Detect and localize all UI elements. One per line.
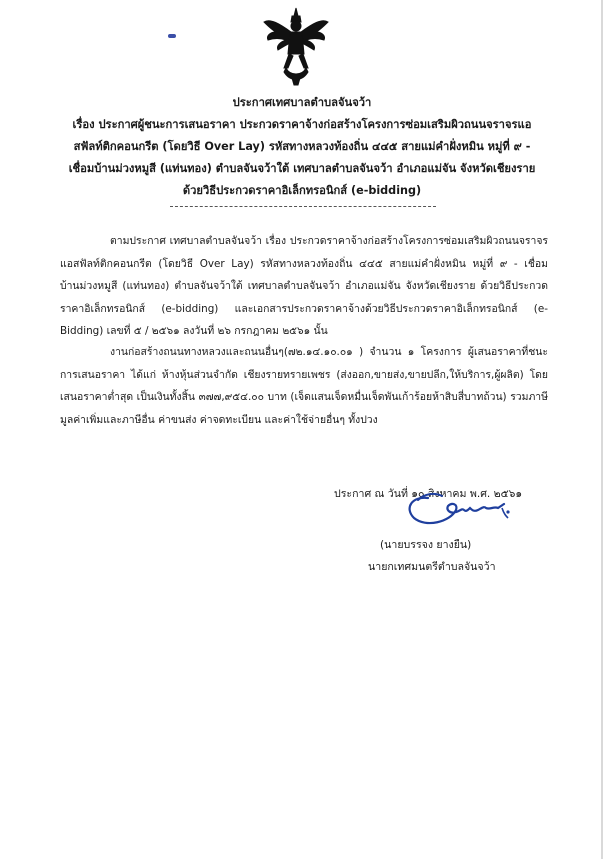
signer-name: (นายบรรจง ยางยืน) [380,539,472,551]
signature-icon [398,478,518,530]
announcement-subject: เรื่อง ประกาศผู้ชนะการเสนอราคา ประกวดราคาจ้างก่อสร้างโครงการซ่อมเสริมผิวถนนจราจรแอสฟัลท์ติกคอนกรีต (โดยวิธี Over Lay) รหัสทางหลวงท้องถิ่น ๔๔๕ สายแม่คำฝั่งหมิน หมู่ที่ ๙ - เชื่อมบ้านม่วงหมูสี (แท่นทอง) ตำบลจันจว้าใต้ เทศบาลตำบลจันจว้า อำเภอแม่จัน จังหวัดเชียงราย ด้วยวิธีประกวดราคาอิเล็กทรอนิกส์ (e-bidding) [68,118,536,197]
announcement-date: ประกาศ ณ วันที่ ๑๐ สิงหาคม พ.ศ. ๒๕๖๑ [334,488,523,500]
body-paragraph-winner: งานก่อสร้างถนนทางหลวงและถนนอื่นๆ(๗๒.๑๔.๑๐.๐๑ ) จำนวน ๑ โครงการ ผู้เสนอราคาที่ชนะการเสนอราคา ได้แก่ ห้างหุ้นส่วนจำกัด เชียงรายทรายเพชร (ส่งออก,ขายส่ง,ขายปลีก,ให้บริการ,ผู้ผลิต) โดยเสนอราคาต่ำสุด เป็นเงินทั้งสิ้น ๓๗๗,๙๕๔.๐๐ บาท (เจ็ดแสนเจ็ดหมื่นเจ็ดพันเก้าร้อยห้าสิบสี่บาทถ้วน) รวมภาษีมูลค่าเพิ่มและภาษีอื่น ค่าขนส่ง ค่าจดทะเบียน และค่าใช้จ่ายอื่นๆ ทั้งปวง [60,346,548,426]
announcement-title: ประกาศเทศบาลตำบลจันจว้า [232,96,372,109]
body-paragraph-reference: ตามประกาศ เทศบาลตำบลจันจว้า เรื่อง ประกวดราคาจ้างก่อสร้างโครงการซ่อมเสริมผิวถนนจราจรแอสฟัลท์ติกคอนกรีต (โดยวิธี Over Lay) รหัสทางหลวงท้องถิ่น ๔๔๕ สายแม่คำฝั่งหมิน หมู่ที่ ๙ - เชื่อมบ้านม่วงหมูสี (แท่นทอง) ตำบลจันจว้าใต้ เทศบาลตำบลจันจว้า อำเภอแม่จัน จังหวัดเชียงราย ด้วยวิธีประกวดราคาอิเล็กทรอนิกส์ (e-bidding) และเอกสารประกวดราคาจ้างด้วยวิธีประกวดราคาอิเล็กทรอนิกส์ (e-Bidding) เลขที่ ๕ / ๒๕๖๑ ลงวันที่ ๒๖ กรกฎาคม ๒๕๖๑ นั้น [60,235,548,337]
signer-position: นายกเทศมนตรีตำบลจันจว้า [368,561,496,573]
garuda-emblem-icon [262,6,330,86]
ink-mark [168,34,176,38]
dashed-divider [170,206,436,207]
